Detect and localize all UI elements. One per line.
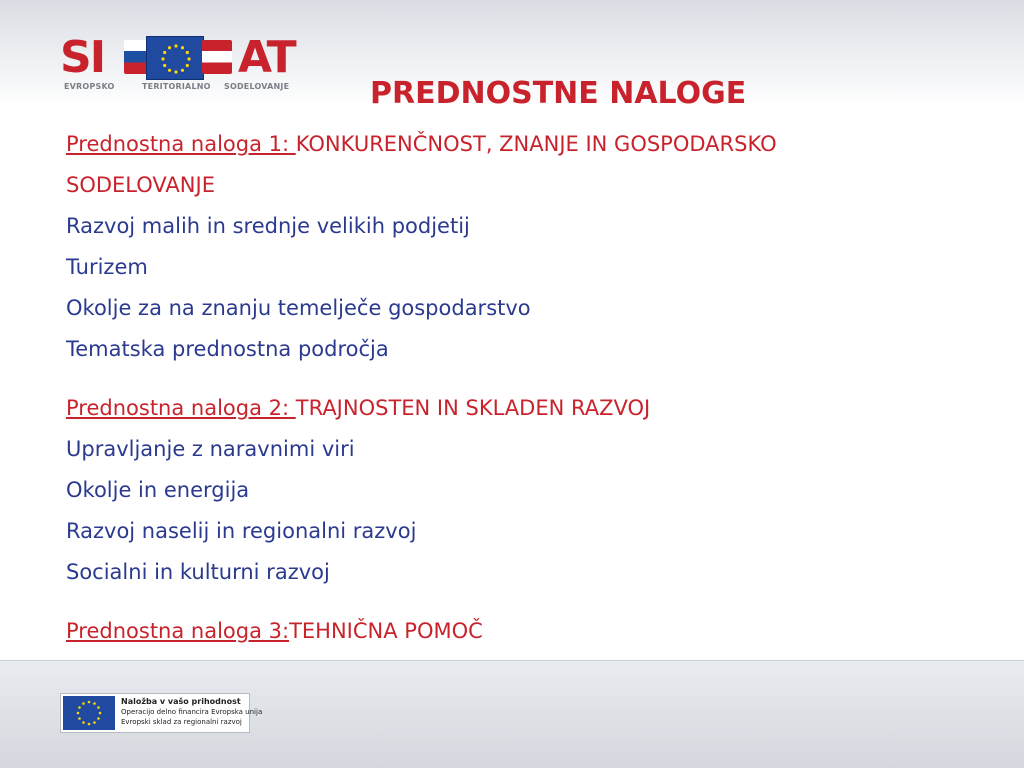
spacer: [66, 593, 986, 611]
priority-1-heading: [66, 124, 986, 165]
logo-caption-2: TERITORIALNO: [142, 82, 211, 91]
priority-2-heading: [66, 388, 986, 429]
priority-1-name: KONKURENČNOST, ZNANJE IN GOSPODARSKO: [295, 132, 777, 156]
badge-text: [121, 696, 263, 727]
eu-funding-badge: [60, 693, 263, 733]
priority-2-name: TRAJNOSTEN IN SKLADEN RAZVOJ: [295, 396, 651, 420]
priority-1-item-2: Turizem: [66, 255, 148, 279]
priority-1-item-4: Tematska prednostna področja: [66, 337, 389, 361]
priority-3-name: TEHNIČNA POMOČ: [289, 619, 483, 643]
logo-caption-1: EVROPSKO: [64, 82, 115, 91]
priority-2-item-1: Upravljanje z naravnimi viri: [66, 437, 355, 461]
logo-caption-3: SODELOVANJE: [224, 82, 290, 91]
priority-2-item-3: Razvoj naselij in regionalni razvoj: [66, 519, 417, 543]
priority-2-item-2: Okolje in energija: [66, 478, 250, 502]
page-title: PREDNOSTNE NALOGE: [370, 76, 747, 111]
si-at-logo: [58, 32, 303, 96]
priority-1-item-1: Razvoj malih in srednje velikih podjetij: [66, 214, 470, 238]
priority-1-item-3: Okolje za na znanju temelječe gospodarstvo: [66, 296, 531, 320]
priority-2-label: Prednostna naloga 2:: [66, 396, 296, 420]
austrian-flag-icon: [202, 40, 232, 74]
priority-3-heading: [66, 611, 986, 652]
priority-3-label: Prednostna naloga 3:: [66, 619, 290, 643]
eu-flag-icon: [63, 696, 115, 730]
badge-line-1: Naložba v vašo prihodnost: [121, 697, 241, 706]
logo-word-at: AT: [238, 32, 295, 83]
priorities-list: [66, 124, 986, 652]
priority-1-name-continued: SODELOVANJE: [66, 173, 215, 197]
priority-1-label: Prednostna naloga 1:: [66, 132, 296, 156]
badge-line-3: Evropski sklad za regionalni razvoj: [121, 718, 242, 726]
spacer: [66, 370, 986, 388]
badge-line-2: Operacijo delno financira Evropska unija: [121, 708, 263, 716]
eu-flag-icon: [146, 36, 204, 80]
logo-word-si: SI: [60, 32, 105, 83]
priority-2-item-4: Socialni in kulturni razvoj: [66, 560, 330, 584]
